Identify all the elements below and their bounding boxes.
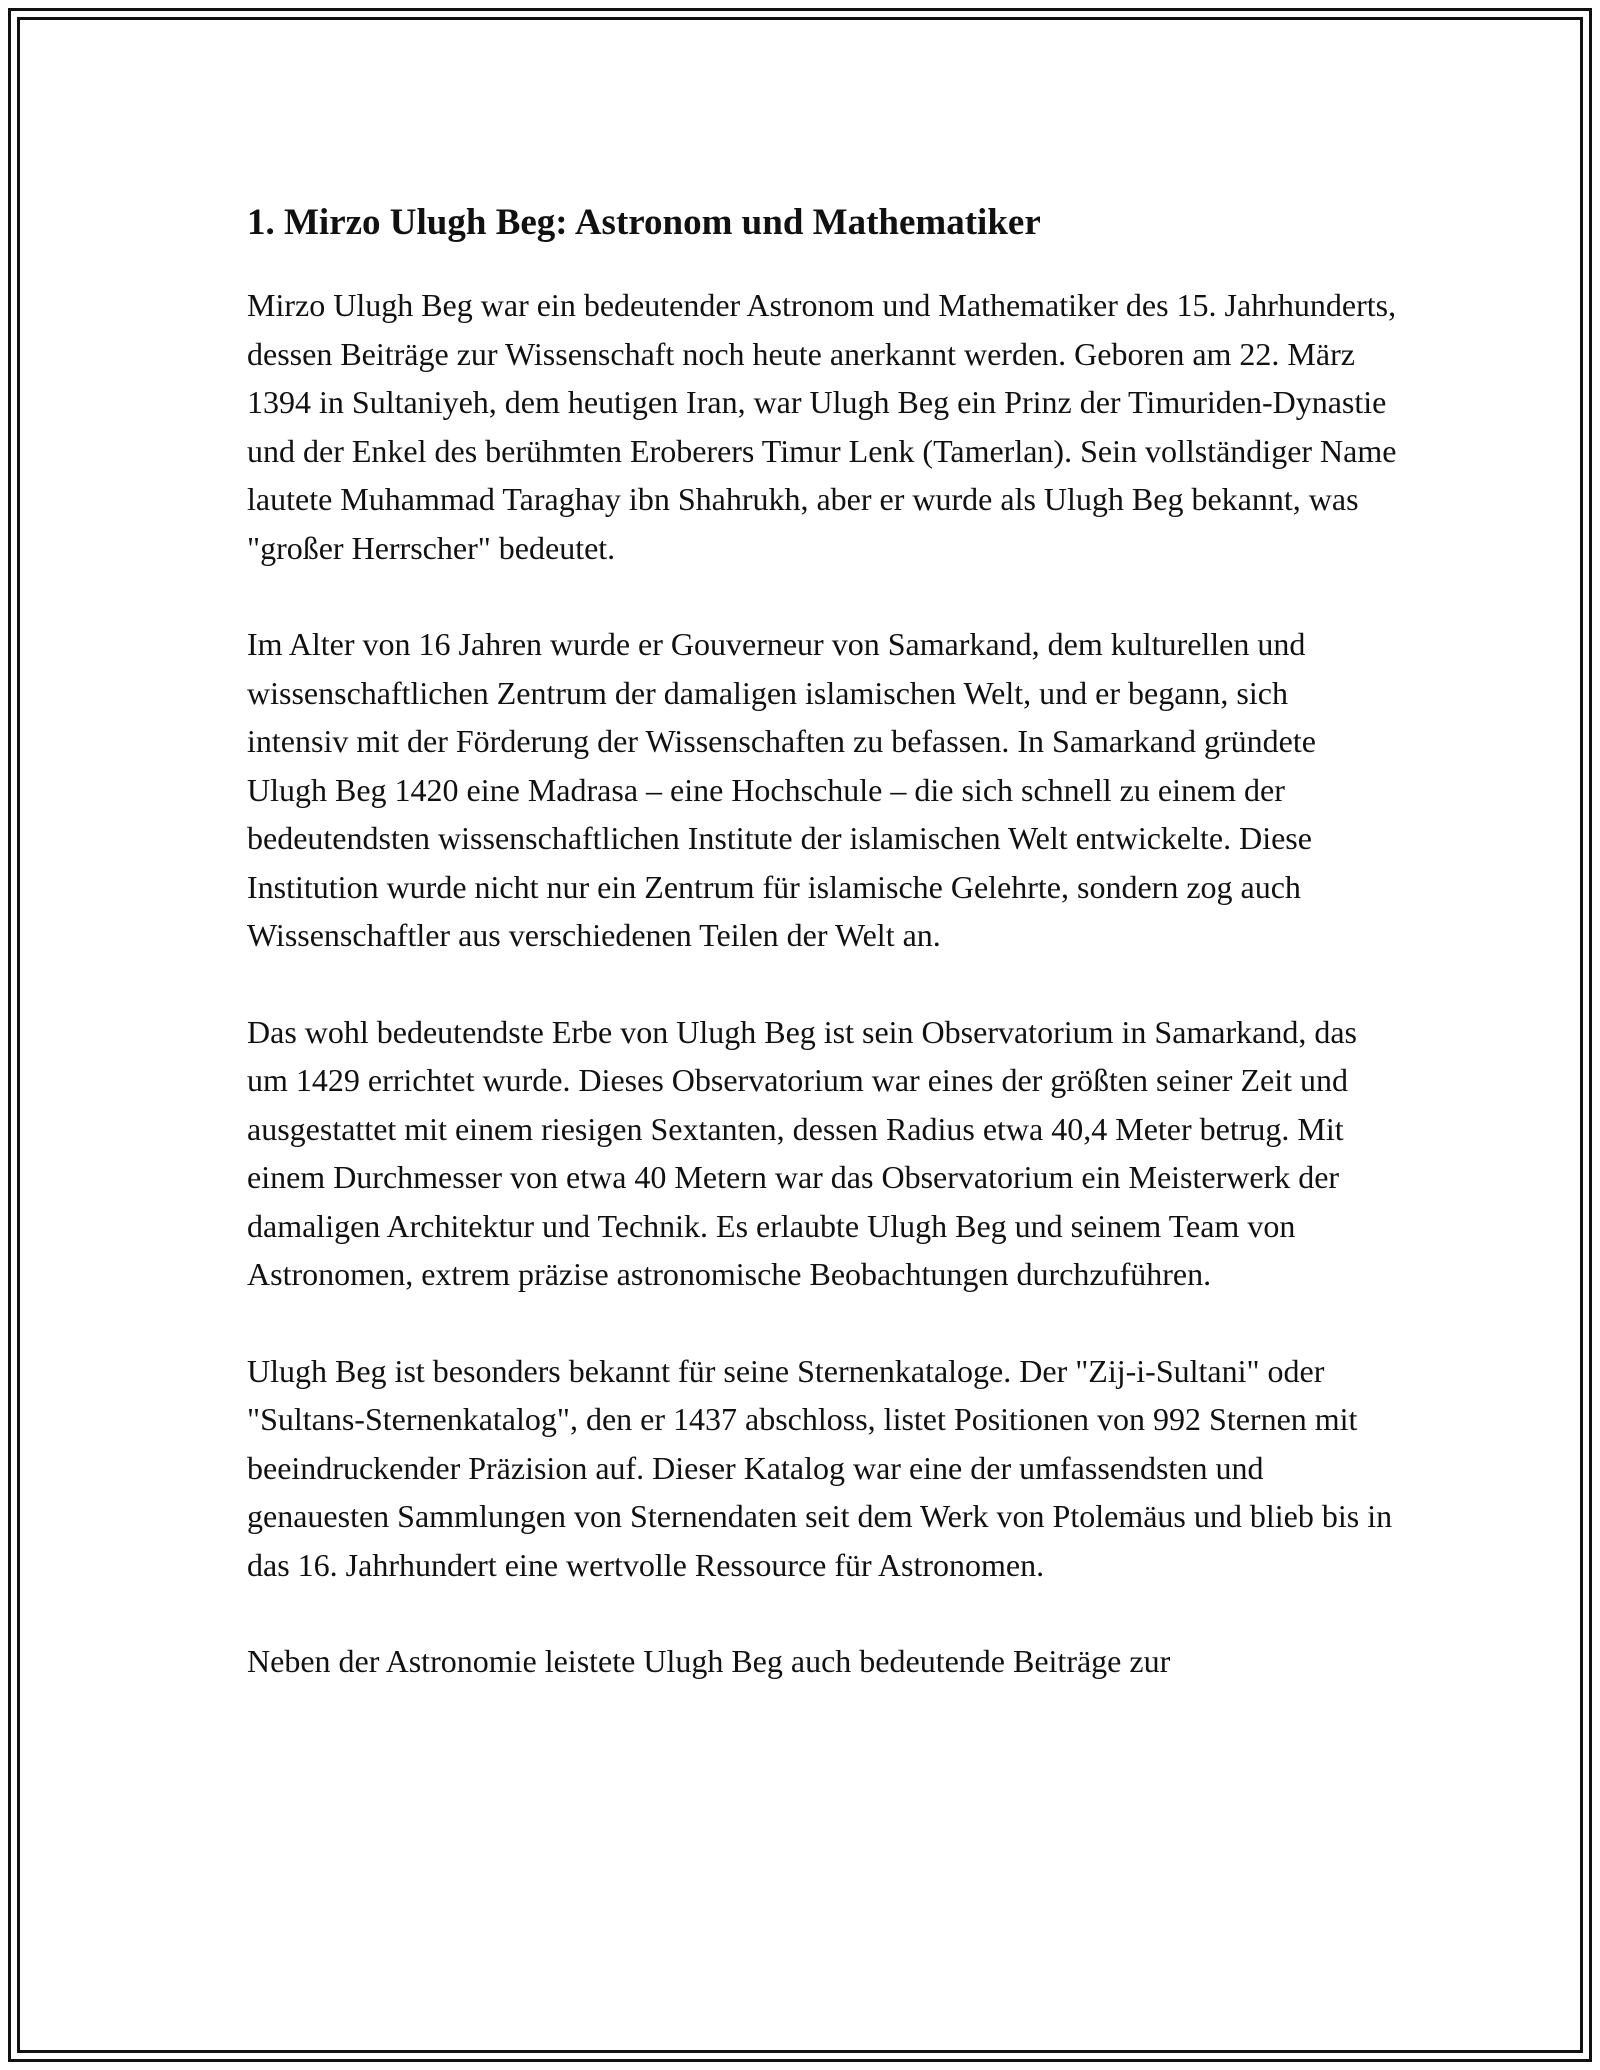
page-border [8, 8, 1592, 2062]
document-body [247, 199, 1397, 1686]
paragraph-1: Mirzo Ulugh Beg war ein bedeutender Astronom und Mathematiker des 15. Jahrhunderts, dessen Beiträge zur Wissenschaft noch heute anerkannt werden. Geboren am 22. März 1394 in Sultaniyeh, dem heutigen Iran, war Ulugh Beg ein Prinz der Timuriden-Dynastie und der Enkel des berühmten Eroberers Timur Lenk (Tamerlan). Sein vollständiger Name lautete Muhammad Taraghay ibn Shahrukh, aber er wurde als Ulugh Beg bekannt, was "großer Herrscher" bedeutet. [247, 287, 1397, 566]
paragraph-5: Neben der Astronomie leistete Ulugh Beg auch bedeutende Beiträge zur [247, 1643, 1171, 1679]
paragraph-2: Im Alter von 16 Jahren wurde er Gouverneur von Samarkand, dem kulturellen und wissenschaftlichen Zentrum der damaligen islamischen Welt, und er begann, sich intensiv mit der Förderung der Wissenschaften zu befassen. In Samarkand gründete Ulugh Beg 1420 eine Madrasa – eine Hochschule – die sich schnell zu einem der bedeutendsten wissenschaftlichen Institute der islamischen Welt entwickelte. Diese Institution wurde nicht nur ein Zentrum für islamische Gelehrte, sondern zog auch Wissenschaftler aus verschiedenen Teilen der Welt an. [247, 626, 1316, 953]
paragraph-4: Ulugh Beg ist besonders bekannt für seine Sternenkataloge. Der "Zij-i-Sultani" oder "Sultans-Sternenkatalog", den er 1437 abschloss, listet Positionen von 992 Sternen mit beeindruckender Präzision auf. Dieser Katalog war eine der umfassendsten und genauesten Sammlungen von Sternendaten seit dem Werk von Ptolemäus und blieb bis in das 16. Jahrhundert eine wertvolle Ressource für Astronomen. [247, 1352, 1393, 1583]
section-heading: 1. Mirzo Ulugh Beg: Astronom und Mathematiker [247, 202, 1041, 243]
paragraph-3: Das wohl bedeutendste Erbe von Ulugh Beg ist sein Observatorium in Samarkand, das um 1429 errichtet wurde. Dieses Observatorium war eines der größten seiner Zeit und ausgestattet mit einem riesigen Sextanten, dessen Radius etwa 40,4 Meter betrug. Mit einem Durchmesser von etwa 40 Metern war das Observatorium ein Meisterwerk der damaligen Architektur und Technik. Es erlaubte Ulugh Beg und seinem Team von Astronomen, extrem präzise astronomische Beobachtungen durchzuführen. [247, 1013, 1357, 1292]
